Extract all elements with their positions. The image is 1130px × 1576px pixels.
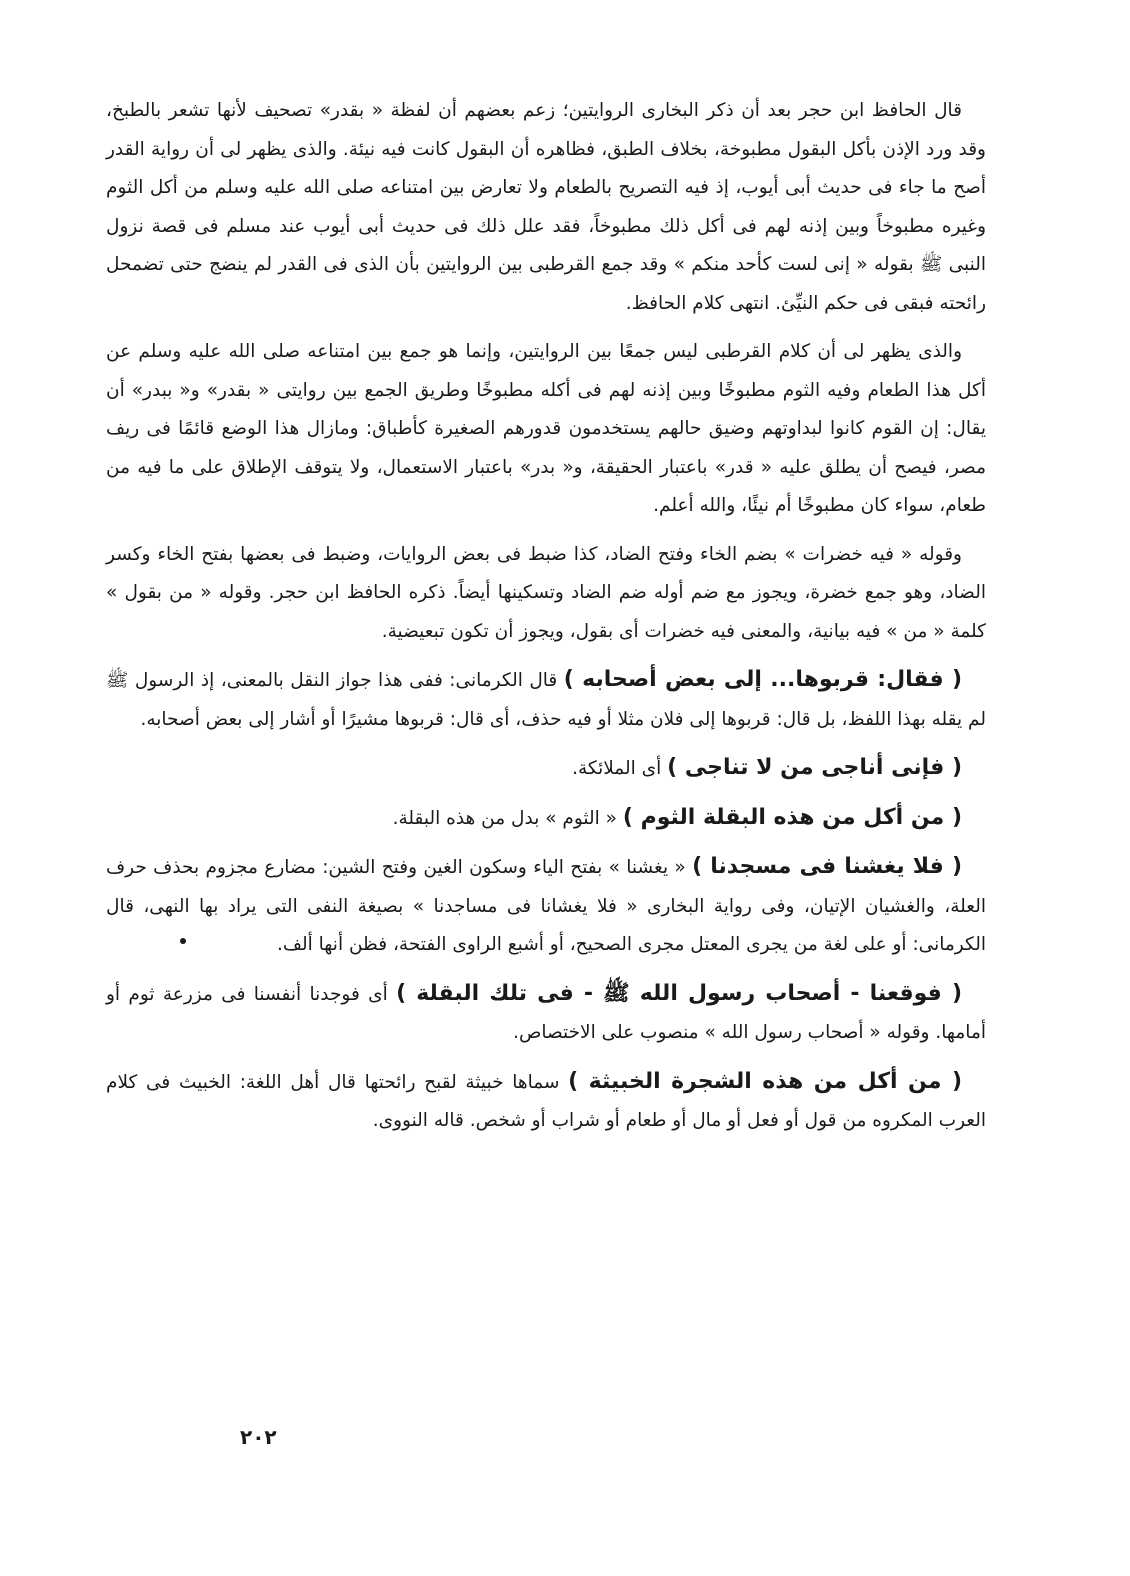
paragraph-2 (106, 333, 986, 526)
paragraph-5-heading: ( فإنى أناجى من لا تناجى ) (667, 755, 962, 780)
paragraph-7-heading: ( فلا يغشنا فى مسجدنا ) (692, 854, 963, 879)
paragraph-5 (106, 749, 986, 789)
paragraph-5-text: أى الملائكة. (572, 758, 668, 779)
paragraph-7-text: « يغشنا » بفتح الياء وسكون الغين وفتح الشين: مضارع مجزوم بحذف حرف العلة، والغشيان الإتيان، وفى رواية البخارى « فلا يغشانا فى مساجدنا » بصيغة النفى التى يراد بها النهى، قال الكرمانى: أو على لغة من يجرى المعتل مجرى الصحيح، أو أشبع الراوى الفتحة، فظن أنها ألف. (106, 857, 986, 955)
paragraph-6-heading: ( من أكل من هذه البقلة الثوم ) (622, 804, 962, 830)
paragraph-4-text: قال الكرمانى: ففى هذا جواز النقل بالمعنى، إذ الرسول ﷺ لم يقله بهذا اللفظ، بل قال: قربوها إلى فلان مثلا أو فيه حذف، أى قال: قربوها مشيرًا أو أشار إلى بعض أصحابه. (106, 670, 986, 730)
paragraph-3 (106, 536, 986, 652)
paragraph-9-heading: ( من أكل من هذه الشجرة الخبيثة ) (568, 1068, 963, 1094)
paragraph-2-text: والذى يظهر لى أن كلام القرطبى ليس جمعًا بين الروايتين، وإنما هو جمع بين امتناعه صلى الله عليه وسلم عن أكل هذا الطعام وفيه الثوم مطبوخًا وبين إذنه لهم فى أكله مطبوخًا وطريق الجمع بين روايتى « بقدر» و« ببدر» أن يقال: إن القوم كانوا لبداوتهم وضيق حالهم يستخدمون قدورهم الصغيرة كأطباق: ومازال هذا الوضع قائمًا فى ريف مصر، فيصح أن يطلق عليه « قدر» باعتبار الحقيقة، و« بدر» باعتبار الاستعمال، ولا يتوقف الإطلاق على ما فيه من طعام، سواء كان مطبوخًا أم نيئًا، والله أعلم. (106, 341, 986, 516)
paragraph-6 (106, 799, 986, 839)
page-body (106, 92, 986, 1151)
page-number: ٢٠٢ (240, 1425, 277, 1449)
paragraph-8-text: أى فوجدنا أنفسنا فى مزرعة ثوم أو أمامها. وقوله « أصحاب رسول الله » منصوب على الاختصاص. (106, 983, 986, 1043)
paragraph-8-heading: ( فوقعنا - أصحاب رسول الله ﷺ - فى تلك البقلة ) (396, 980, 962, 1006)
paragraph-7 (106, 848, 986, 965)
paragraph-9 (106, 1063, 986, 1141)
paragraph-1 (106, 92, 986, 323)
paragraph-8 (106, 975, 986, 1053)
stray-dot-mark (180, 938, 186, 944)
paragraph-4 (106, 661, 986, 739)
paragraph-6-text: « الثوم » بدل من هذه البقلة. (392, 807, 623, 829)
paragraph-3-text: وقوله « فيه خضرات » بضم الخاء وفتح الضاد، كذا ضبط فى بعض الروايات، وضبط فى بعضها بفتح الخاء وكسر الضاد، وهو جمع خضرة، ويجوز مع ضم أوله ضم الضاد وتسكينها أيضاً. ذكره الحافظ ابن حجر. وقوله « من بقول » كلمة « من » فيه بيانية، والمعنى فيه خضرات أى بقول، ويجوز أن تكون تبعيضية. (106, 543, 986, 642)
paragraph-9-text: سماها خبيثة لقبح رائحتها قال أهل اللغة: الخبيث فى كلام العرب المكروه من قول أو فعل أو مال أو طعام أو شراب أو شخص. قاله النووى. (106, 1071, 986, 1131)
paragraph-4-heading: ( فقال: قربوها... إلى بعض أصحابه ) (563, 667, 963, 692)
paragraph-1-text: قال الحافظ ابن حجر بعد أن ذكر البخارى الروايتين؛ زعم بعضهم أن لفظة « بقدر» تصحيف لأنها تشعر بالطبخ، وقد ورد الإذن بأكل البقول مطبوخة، بخلاف الطبق، فظاهره أن البقول كانت فيه نيئة. والذى يظهر لى أن رواية القدر أصح ما جاء فى حديث أبى أيوب، إذ فيه التصريح بالطعام ولا تعارض بين امتناعه صلى الله عليه وسلم من أكل الثوم وغيره مطبوخاً وبين إذنه لهم فى أكل ذلك مطبوخاً، فقد علل ذلك فى حديث أبى أيوب عند مسلم فى قصة نزول النبى ﷺ بقوله « إنى لست كأحد منكم » وقد جمع القرطبى بين الروايتين بأن الذى فى القدر لم ينضج حتى تضمحل رائحته فبقى فى حكم النيِّئ. انتهى كلام الحافظ. (106, 100, 986, 314)
